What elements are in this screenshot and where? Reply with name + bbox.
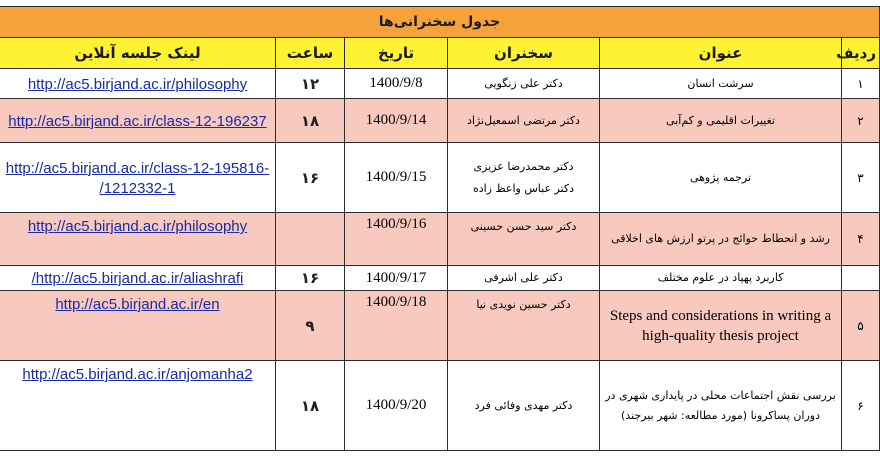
table-row: [0, 69, 880, 99]
row-hour: ۱۶: [276, 143, 345, 213]
row-speaker: دکتر مرتضی اسمعیل‌نژاد: [448, 99, 600, 143]
row-hour: ۱۶: [276, 266, 345, 291]
row-topic: سرشت انسان: [600, 69, 842, 99]
row-topic: رشد و انحطاط حوائج در پرتو ارزش های اخلاقی: [600, 213, 842, 266]
table-title: جدول سخنرانی‌ها: [0, 7, 880, 38]
row-hour: ۱۸: [276, 99, 345, 143]
row-number: [842, 266, 880, 291]
row-speaker-cell: [448, 143, 600, 213]
row-topic: کاربرد پهپاد در علوم مختلف: [600, 266, 842, 291]
row-speaker: دکتر علی زنگویی: [448, 69, 600, 99]
row-link[interactable]: http://ac5.birjand.ac.ir/anjomanha2: [22, 366, 253, 383]
row-number: ۴: [842, 213, 880, 266]
row-hour: ۹: [276, 291, 345, 361]
row-topic: Steps and considerations in writing a high-quality thesis project: [600, 291, 842, 361]
header-link: لینک جلسه آنلاین: [0, 38, 276, 69]
row-number: ۶: [842, 361, 880, 451]
row-link[interactable]: http://ac5.birjand.ac.ir/class-12-195816-1212332-1/: [5, 159, 270, 197]
row-date: 1400/9/17: [345, 266, 448, 291]
table-row: [0, 291, 880, 361]
row-number: ۲: [842, 99, 880, 143]
row-link[interactable]: http://ac5.birjand.ac.ir/philosophy: [27, 218, 248, 235]
table-row: [0, 361, 880, 451]
row-link[interactable]: http://ac5.birjand.ac.ir/en: [55, 296, 220, 313]
row-date: 1400/9/20: [345, 361, 448, 451]
row-speaker: دکتر حسین نویدی نیا: [448, 291, 600, 361]
row-number: ۳: [842, 143, 880, 213]
row-date: 1400/9/8: [345, 69, 448, 99]
row-speaker-second: دکتر عباس واعظ زاده: [472, 181, 575, 195]
header-speaker: سخنران: [448, 38, 600, 69]
row-speaker: دکتر محمدرضا عزیزی: [473, 159, 574, 173]
row-number: ۱: [842, 69, 880, 99]
row-hour: [276, 213, 345, 266]
row-speaker: دکتر سید حسن حسینی: [448, 213, 600, 266]
table-title-row: [0, 7, 880, 38]
row-hour: ۱۸: [276, 361, 345, 451]
row-date: 1400/9/16: [345, 213, 448, 266]
row-date: 1400/9/18: [345, 291, 448, 361]
table-row: [0, 266, 880, 291]
header-topic: عنوان: [600, 38, 842, 69]
row-topic: تغییرات اقلیمی و کم‌آبی: [600, 99, 842, 143]
header-date: تاریخ: [345, 38, 448, 69]
row-topic: بررسی نقش اجتماعات محلی در پایداری شهری در دوران پساکرونا (مورد مطالعه: شهر بیرجند): [600, 361, 842, 451]
row-date: 1400/9/14: [345, 99, 448, 143]
row-hour: ۱۲: [276, 69, 345, 99]
row-link[interactable]: http://ac5.birjand.ac.ir/aliashrafi/: [31, 270, 244, 287]
row-speaker: دکتر مهدی وفائی فرد: [448, 361, 600, 451]
table-row: [0, 99, 880, 143]
row-link[interactable]: http://ac5.birjand.ac.ir/class-12-196237: [8, 112, 267, 130]
header-row: [0, 38, 880, 69]
table-row: [0, 213, 880, 266]
row-number: ۵: [842, 291, 880, 361]
header-hour: ساعت: [276, 38, 345, 69]
header-row-number: ردیف: [842, 38, 880, 69]
row-date: 1400/9/15: [345, 143, 448, 213]
row-link[interactable]: http://ac5.birjand.ac.ir/philosophy: [27, 75, 248, 93]
lecture-table: [0, 6, 880, 451]
table-row: [0, 143, 880, 213]
row-topic: ترجمه پژوهی: [600, 143, 842, 213]
row-speaker: دکتر علی اشرفی: [448, 266, 600, 291]
